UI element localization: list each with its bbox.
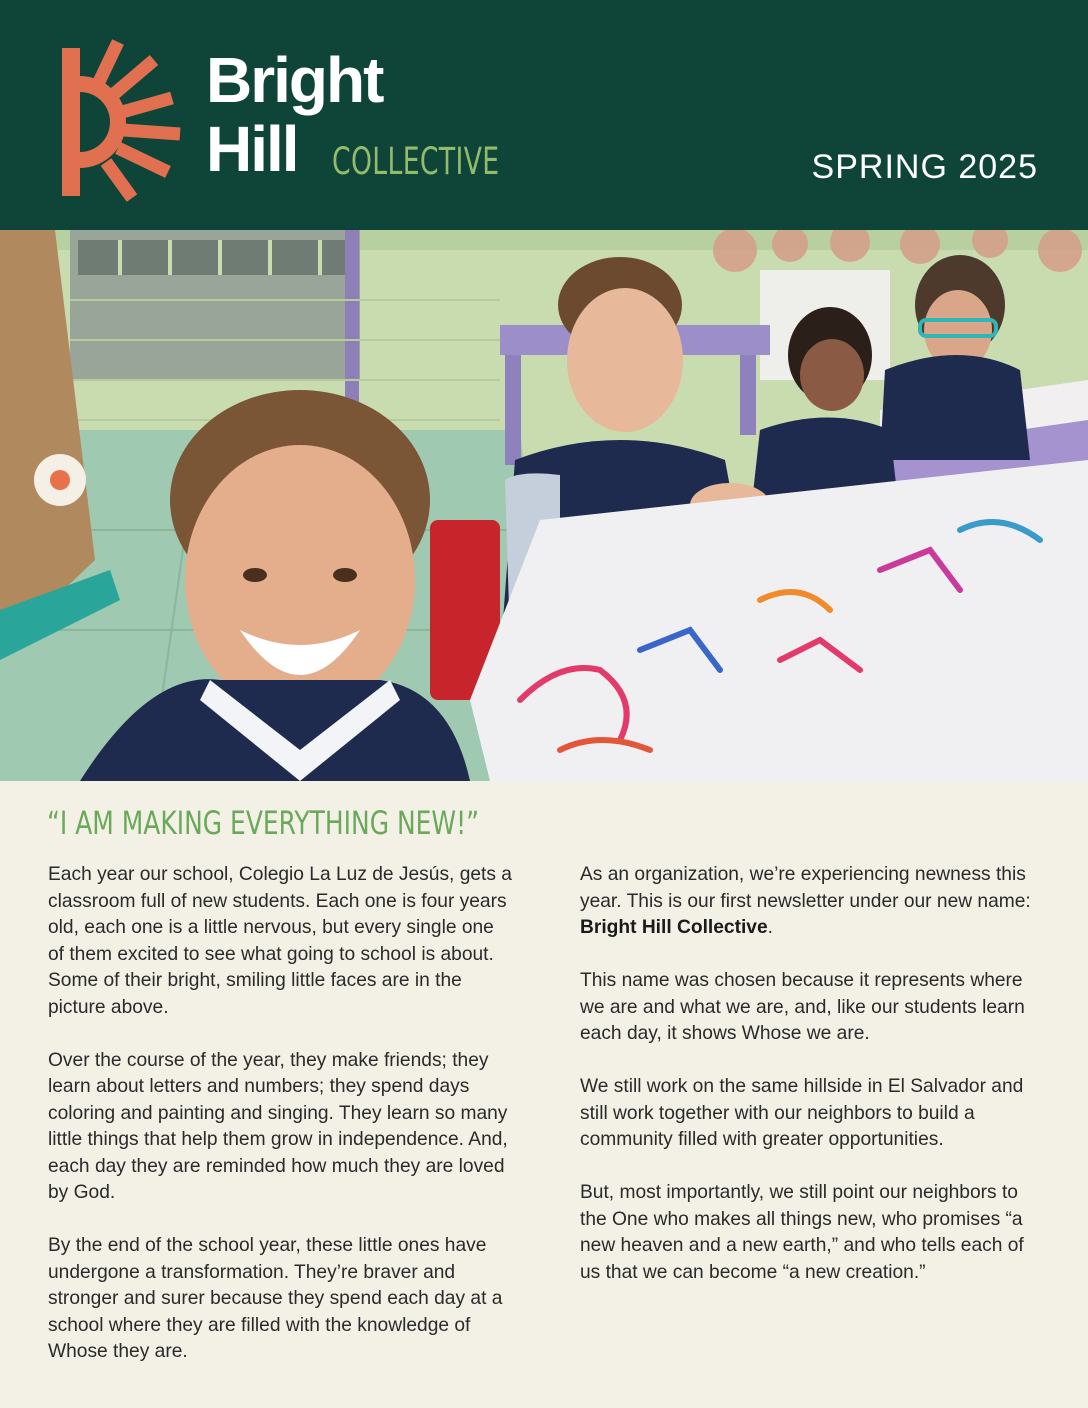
brand-subtitle: COLLECTIVE — [332, 140, 500, 183]
article-column-left — [48, 862, 513, 1392]
classroom-photo — [0, 230, 1088, 781]
sun-logo-icon — [58, 38, 188, 203]
paragraph: But, most importantly, we still point our neighbors to the One who makes all things new, who promises “a new heaven and a new earth,” and who tells each of us that we can become “a new creation.” — [580, 1182, 1024, 1283]
paragraph: By the end of the school year, these little ones have undergone a transformation. They’re braver and stronger and surer because they spend each day at a school where they are filled with the knowledge of Whose they are. — [48, 1235, 503, 1362]
paragraph: Each year our school, Colegio La Luz de Jesús, gets a classroom full of new students. Each one is four years old, each one is a little nervous, but every single one of them excited to see what going to school is about. Some of their bright, smiling little faces are in the picture above. — [48, 864, 512, 1018]
classroom-photo-icon — [0, 230, 1088, 781]
paragraph: We still work on the same hillside in El Salvador and still work together with our neighbors to build a community filled with greater opportunities. — [580, 1076, 1024, 1150]
article-heading: “I AM MAKING EVERYTHING NEW!” — [47, 804, 480, 842]
issue-date: SPRING 2025 — [811, 148, 1038, 186]
paragraph-new-name — [580, 862, 1045, 942]
organization-name: Bright Hill Collective — [580, 917, 768, 938]
paragraph-text: . — [767, 917, 773, 938]
article-column-right — [580, 862, 1045, 1313]
paragraph: This name was chosen because it represents where we are and what we are, and, like our students learn each day, it shows Whose we are. — [580, 970, 1025, 1044]
brand-name-line2: Hill — [206, 113, 298, 185]
paragraph: Over the course of the year, they make friends; they learn about letters and numbers; they spend days coloring and painting and singing. They learn so many little things that help them grow in independence. And, each day they are reminded how much they are loved by God. — [48, 1049, 508, 1203]
paragraph-text: As an organization, we’re experiencing newness this year. This is our first newsletter under our new name: — [580, 864, 1031, 912]
masthead — [0, 0, 1088, 230]
brand-name-line1: Bright — [206, 44, 383, 116]
